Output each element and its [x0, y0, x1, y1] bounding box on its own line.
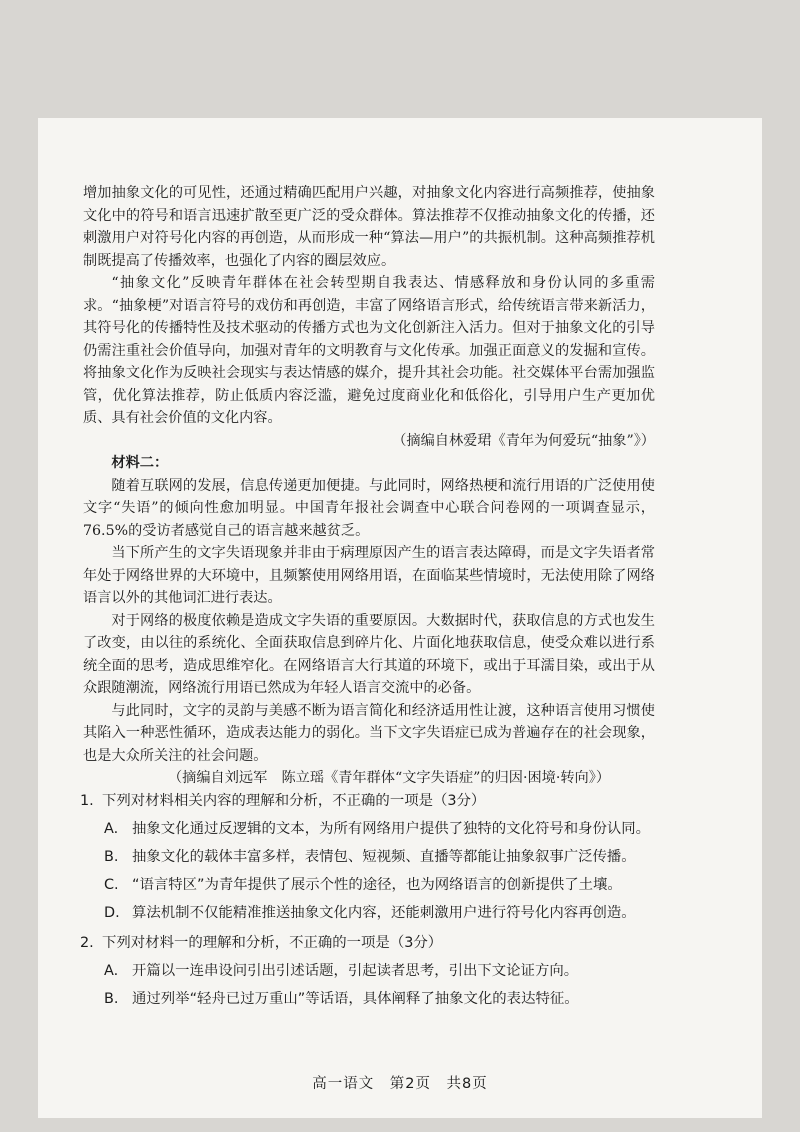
passage2-paragraph: 对于网络的极度依赖是造成文字失语的重要原因。大数据时代，获取信息的方式也发生了改变，由以往的系统化、全面获取信息到碎片化、片面化地获取信息，使受众难以进行系统全面的思考，造成思维窄化。在网络语言大行其道的环境下，或出于耳濡目染，或出于从众跟随潮流，网络流行用语已然成为年轻人语言交流中的必备。: [83, 612, 655, 696]
option-letter: D.: [104, 905, 120, 921]
option-text: “语言特区”为青年提供了展示个性的途径，也为网络语言的创新提供了土壤。: [132, 877, 622, 893]
passage1-paragraph: 增加抽象文化的可见性，还通过精确匹配用户兴趣，对抽象文化内容进行高频推荐，使抽象文化中的符号和语言迅速扩散至更广泛的受众群体。算法推荐不仅推动抽象文化的传播，还刺激用户对符号化内容的再创造，从而形成一种“算法—用户”的共振机制。这种高频推荐机制既提高了传播效率，也强化了内容的圈层效应。: [83, 185, 655, 269]
option-letter: A.: [104, 963, 119, 979]
question-1: [80, 789, 665, 813]
option-b: [80, 987, 665, 1011]
option-text: 抽象文化通过反逻辑的文本，为所有网络用户提供了独特的文化符号和身份认同。: [132, 821, 651, 837]
option-text: 开篇以一连串设问引出引述话题，引起读者思考，引出下文论证方向。: [132, 963, 579, 979]
option-text: 抽象文化的载体丰富多样，表情包、短视频、直播等都能让抽象叙事广泛传播。: [132, 849, 636, 865]
option-letter: C.: [104, 877, 119, 893]
question-2: [80, 931, 665, 955]
question-number: 2.: [80, 935, 94, 951]
passage1-paragraph: “抽象文化”反映青年群体在社会转型期自我表达、情感释放和身份认同的多重需求。“抽象梗”对语言符号的戏仿和再创造，丰富了网络语言形式，给传统语言带来新活力，其符号化的传播特性及技术驱动的传播方式也为文化创新注入活力。但对于抽象文化的引导仍需注重社会价值导向，加强对青年的文明教育与文化传承。加强正面意义的发掘和宣传。将抽象文化作为反映社会现实与表达情感的媒介，提升其社会功能。社交媒体平台需加强监管，优化算法推荐，防止低质内容泛滥，避免过度商业化和低俗化，引导用户生产更加优质、具有社会价值的文化内容。: [83, 275, 655, 426]
option-letter: B.: [104, 849, 119, 865]
option-text: 算法机制不仅能精准推送抽象文化内容，还能刺激用户进行符号化内容再创造。: [132, 905, 636, 921]
passage2-paragraph: 随着互联网的发展，信息传递更加便捷。与此同时，网络热梗和流行用语的广泛使用使文字“失语”的倾向性愈加明显。中国青年报社会调查中心联合问卷网的一项调查显示，76.5%的受访者感觉自己的语言越来越贫乏。: [83, 477, 655, 539]
passage2-paragraph: 当下所产生的文字失语现象并非由于病理原因产生的语言表达障碍，而是文字失语者常年处于网络世界的大环境中，且频繁使用网络用语，在面临某些情境时，无法使用除了网络语言以外的其他词汇进行表达。: [83, 545, 655, 606]
question-stem: 下列对材料相关内容的理解和分析，不正确的一项是（3分）: [102, 793, 486, 809]
option-text: 通过列举“轻舟已过万重山”等话语，具体阐释了抽象文化的表达特征。: [132, 991, 579, 1007]
option-d: [80, 901, 665, 925]
reading-passages: [83, 182, 655, 790]
option-a: [80, 817, 665, 841]
option-b: [80, 845, 665, 869]
option-a: [80, 959, 665, 983]
option-letter: B.: [104, 991, 119, 1007]
page-footer: 高一语文 第2页 共8页: [312, 1076, 488, 1092]
material-two-heading: 材料二：: [111, 455, 169, 471]
question-section: [80, 789, 665, 1015]
passage2-paragraph: 与此同时，文字的灵韵与美感不断为语言简化和经济适用性让渡，这种语言使用习惯使其陷入一种恶性循环，造成表达能力的弱化。当下文字失语症已成为普遍存在的社会现象，也是大众所关注的社会问题。: [83, 702, 655, 764]
option-c: [80, 873, 665, 897]
question-stem: 下列对材料一的理解和分析，不正确的一项是（3分）: [102, 935, 443, 951]
option-letter: A.: [104, 821, 119, 837]
passage1-source: （摘编自林爱珺《青年为何爱玩“抽象”》）: [392, 432, 655, 449]
passage2-source: （摘编自刘远军 陈立瑶《青年群体“文字失语症”的归因·困境·转向》）: [167, 770, 611, 786]
question-number: 1.: [80, 793, 94, 809]
